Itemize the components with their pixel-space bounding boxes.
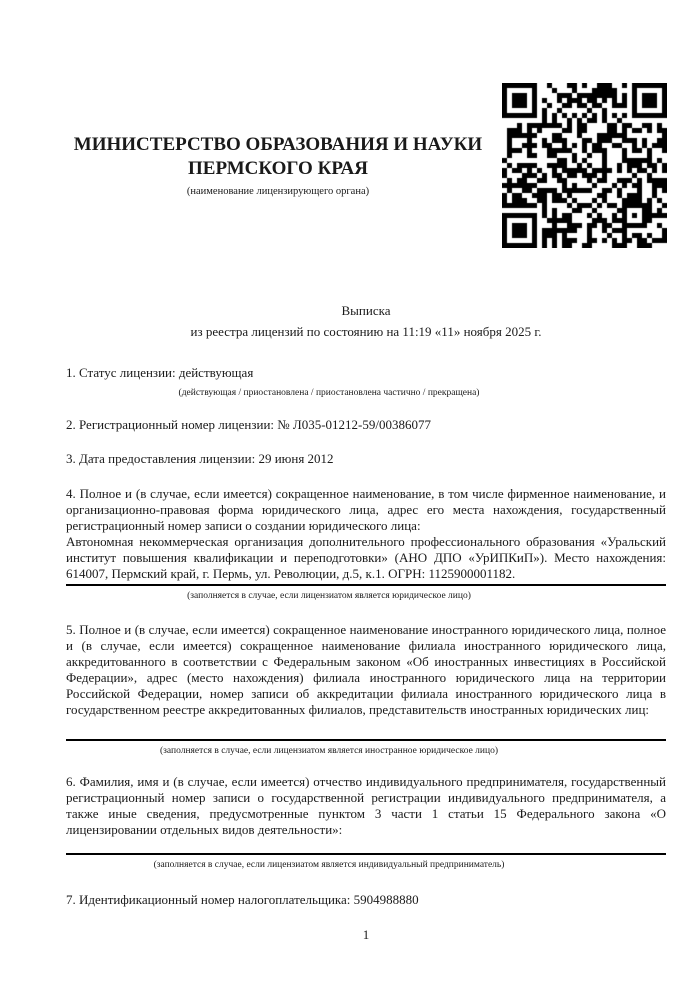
document-title	[66, 300, 666, 342]
field-caption: (заполняется в случае, если лицензиатом является индивидуальный предприниматель)	[153, 860, 505, 870]
licensing-authority-caption: (наименование лицензирующего органа)	[186, 186, 370, 197]
qr-code-canvas	[502, 83, 667, 248]
field-individual-entrepreneur	[66, 774, 666, 871]
field-caption: (заполняется в случае, если лицензиатом является иностранное юридическое лицо)	[160, 746, 498, 756]
field-license-status	[66, 365, 666, 399]
licensing-authority-name-line1: МИНИСТЕРСТВО ОБРАЗОВАНИЯ И НАУКИ	[73, 134, 483, 155]
field-caption: (действующая / приостановлена / приостановлена частично / прекращена)	[178, 388, 480, 398]
field-value: Автономная некоммерческая организация дополнительного профессионального образования «Уральский институт повышения квалификации и переподготовки» (АНО ДПО «УрИПКиП»). Место нахождения: 614007, Пермский край, г. Пермь, ул. Революции, д.5, к.1. ОГРН: 1125900001182.	[66, 534, 666, 581]
field-label: 6. Фамилия, имя и (в случае, если имеется) отчество индивидуального предпринимателя, государственный регистрационный номер записи о государственной регистрации индивидуального предпринимателя, а также иные сведения, предусмотренные пунктом 3 части 1 статьи 15 Федерального закона «О лицензировании отдельных видов деятельности»:	[66, 774, 666, 837]
fill-in-line	[66, 853, 666, 855]
field-legal-entity	[66, 486, 666, 602]
fill-in-line	[66, 584, 666, 586]
field-foreign-legal-entity	[66, 622, 666, 757]
field-caption: (заполняется в случае, если лицензиатом является юридическое лицо)	[187, 591, 471, 601]
field-taxpayer-id	[66, 892, 666, 908]
field-license-grant-date	[66, 451, 666, 467]
field-registration-number	[66, 417, 666, 433]
field-label: 2. Регистрационный номер лицензии: № Л035-01212-59/00386077	[66, 417, 432, 432]
document-title-line2: из реестра лицензий по состоянию на 11:19 «11» ноября 2025 г.	[190, 324, 542, 339]
qr-code-icon	[502, 83, 667, 248]
field-label: 4. Полное и (в случае, если имеется) сокращенное наименование, в том числе фирменное наименование, и организационно-правовая форма юридического лица, адрес его места нахождения, государственный регистрационный номер записи о создании юридического лица:	[66, 486, 666, 533]
field-label: 3. Дата предоставления лицензии: 29 июня 2012	[66, 451, 334, 466]
fill-in-line	[66, 739, 666, 741]
page-number: 1	[362, 927, 370, 942]
field-label: 5. Полное и (в случае, если имеется) сокращенное наименование иностранного юридического лица, полное и (в случае, если имеется) сокращенное наименование филиала иностранного юридического лица, аккредитованного в соответствии с Федеральным законом «Об иностранных инвестициях в Российской Федерации», адрес (место нахождения) филиала иностранного юридического лица на территории Российской Федерации, номер записи об аккредитации филиала иностранного юридического лица в государственном реестре аккредитованных филиалов, представительств иностранных юридических лиц:	[66, 622, 666, 717]
document-header	[66, 133, 490, 198]
field-label: 7. Идентификационный номер налогоплательщика: 5904988880	[66, 892, 419, 907]
document-title-line1: Выписка	[341, 303, 391, 318]
licensing-authority-name-line2: ПЕРМСКОГО КРАЯ	[188, 158, 368, 179]
field-label: 1. Статус лицензии: действующая	[66, 365, 254, 380]
